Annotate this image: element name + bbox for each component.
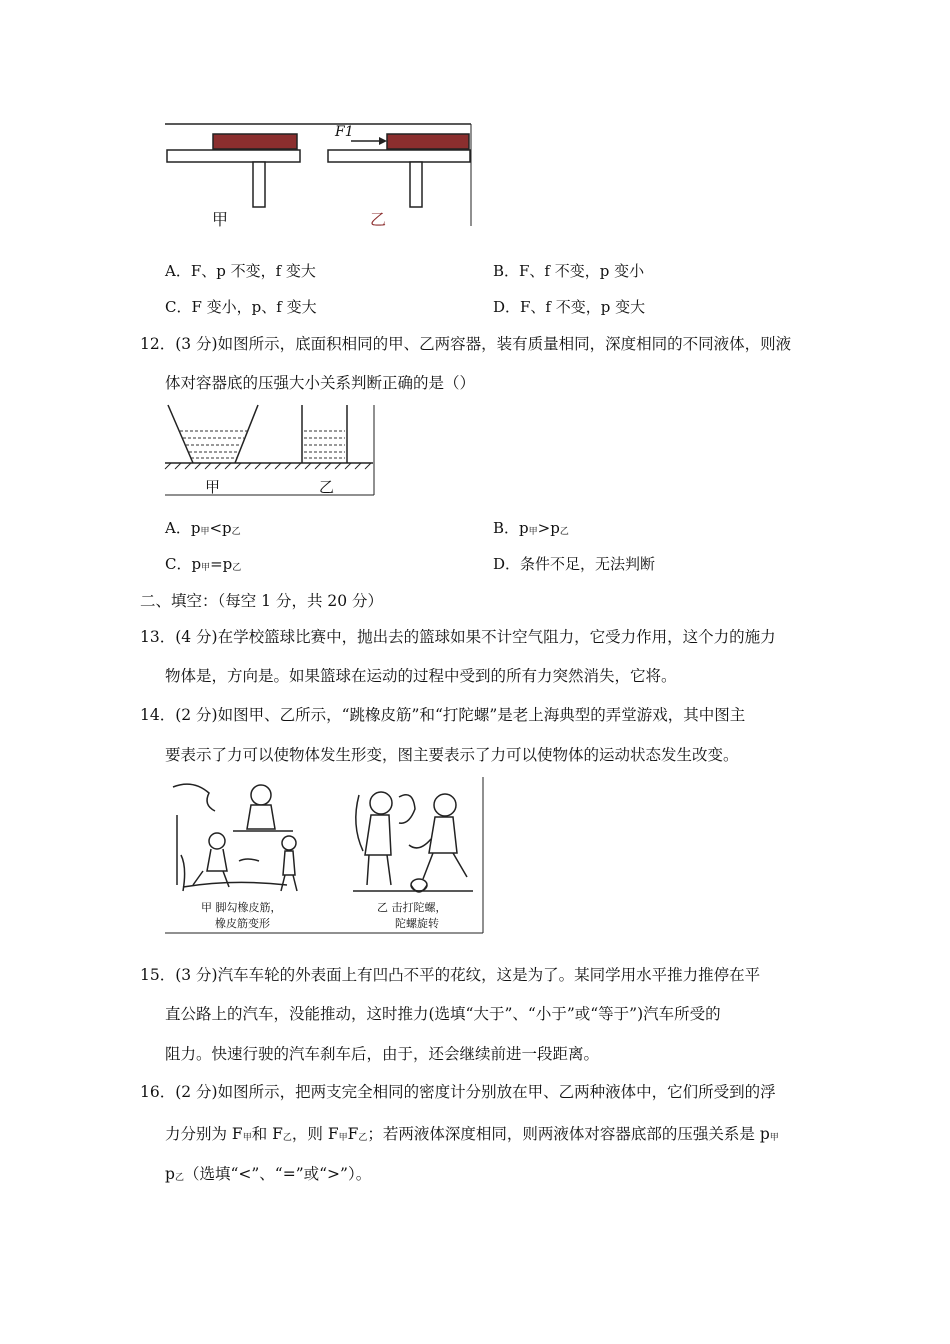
q16-l3-sub1: 乙 (174, 1173, 184, 1183)
q12-opt-c-text-1: C．p (165, 555, 202, 573)
q15-line-3: 阻力。快速行驶的汽车刹车后，由于，还会继续前进一段距离。 (165, 1045, 600, 1063)
q13-line-1: 13．(4 分)在学校篮球比赛中，抛出去的篮球如果不计空气阻力，它受力作用，这个力的施力 (140, 628, 776, 646)
fig11-force-arrowhead (379, 137, 387, 145)
q12-opt-c-sub-2: 乙 (232, 563, 242, 573)
figure-q12-containers (163, 403, 377, 498)
fig14-right-scene (353, 792, 473, 892)
q16-l2-b: 和 F (251, 1125, 283, 1143)
q12-opt-c-text-2: =p (210, 555, 233, 573)
q11-option-a: A．F、p 不变，f 变大 (165, 262, 316, 280)
fig11-left-tabletop (167, 150, 300, 162)
q16-line-2 (165, 1122, 779, 1144)
q12-opt-a-text-1: A．p (165, 519, 201, 537)
q16-l2-a: 力分别为 F (165, 1125, 243, 1143)
q16-l2-sub1: 甲 (242, 1133, 252, 1143)
fig11-left-leg (253, 162, 265, 207)
fig14-right-caption-1: 乙 击打陀螺， (377, 901, 447, 914)
q14-line-2: 要表示了力可以使物体发生形变，图主要表示了力可以使物体的运动状态发生改变。 (165, 746, 739, 764)
q12-option-d: D．条件不足，无法判断 (493, 555, 656, 573)
fig12-label-yi: 乙 (319, 478, 335, 496)
q16-line-3 (165, 1162, 371, 1184)
q11-option-d: D．F、f 不变，p 变大 (493, 298, 646, 316)
q12-opt-b-text-2: >p (537, 519, 560, 537)
q16-line-1: 16．(2 分)如图所示，把两支完全相同的密度计分别放在甲、乙两种液体中，它们所受到的浮 (140, 1083, 776, 1101)
fig14-left-caption-2: 橡皮筋变形 (215, 917, 270, 930)
q16-l3-b: （选填“<”、“=”或“>”）。 (183, 1165, 372, 1183)
fig14-left-caption-1: 甲 脚勾橡皮筋， (201, 901, 282, 914)
q12-opt-b-sub-2: 乙 (559, 527, 569, 537)
fig12-ground-hatch (165, 463, 371, 469)
q16-l3-a: p (165, 1165, 175, 1183)
q16-l2-sub3: 甲 (338, 1133, 348, 1143)
q12-line-1: 12．(3 分)如图所示，底面积相同的甲、乙两容器，装有质量相同，深度相同的不同液体，则液 (140, 335, 792, 353)
q13-line-2: 物体是，方向是。如果篮球在运动的过程中受到的所有力突然消失，它将。 (165, 667, 677, 685)
fig11-right-board (387, 134, 469, 149)
figure-q14-games (163, 775, 485, 935)
fig11-label-jia: 甲 (212, 210, 229, 229)
fig11-label-yi: 乙 (370, 210, 387, 229)
q12-option-c (165, 553, 241, 574)
fig11-right-leg (410, 162, 422, 207)
q12-line-2: 体对容器底的压强大小关系判断正确的是（） (165, 374, 476, 392)
q16-l2-d: F (347, 1125, 359, 1143)
q11-option-b: B．F、f 不变，p 变小 (493, 262, 645, 280)
fig12-jia-liquid (180, 431, 247, 458)
q15-line-2: 直公路上的汽车，没能推动，这时推力(选填“大于”、“小于”或“等于”)汽车所受的 (165, 1005, 721, 1023)
q16-l2-e: ；若两液体深度相同，则两液体对容器底部的压强关系是 p (367, 1125, 770, 1143)
fig12-label-jia: 甲 (205, 478, 221, 496)
fig12-yi-liquid (304, 431, 345, 458)
section-2-heading: 二、填空：（每空 1 分，共 20 分） (140, 592, 384, 610)
q12-opt-b-text-1: B．p (493, 519, 529, 537)
fig11-right-tabletop (328, 150, 470, 162)
q16-l2-sub2: 乙 (282, 1133, 292, 1143)
q12-opt-a-text-2: <p (209, 519, 232, 537)
q12-option-b (493, 517, 569, 538)
fig11-left-board (213, 134, 297, 149)
q12-opt-c-sub-1: 甲 (201, 563, 211, 573)
q16-l2-c: ，则 F (291, 1125, 339, 1143)
figure-q11-table-board (163, 120, 475, 232)
fig12-jia-right-wall (235, 405, 258, 463)
q14-line-1: 14．(2 分)如图甲、乙所示，“跳橡皮筋”和“打陀螺”是老上海典型的弄堂游戏，其中图主 (140, 706, 746, 724)
q12-opt-b-sub-1: 甲 (528, 527, 538, 537)
fig14-right-caption-2: 陀螺旋转 (395, 917, 439, 930)
q12-option-a (165, 517, 241, 538)
q16-l2-sub5: 甲 (769, 1133, 779, 1143)
q15-line-1: 15．(3 分)汽车车轮的外表面上有凹凸不平的花纹，这是为了。某同学用水平推力推停在平 (140, 966, 761, 984)
q12-opt-a-sub-2: 乙 (231, 527, 241, 537)
fig11-force-label (335, 124, 354, 140)
q11-option-c: C．F 变小，p、f 变大 (165, 298, 317, 316)
fig12-jia-left-wall (168, 405, 193, 463)
q12-opt-a-sub-1: 甲 (200, 527, 210, 537)
fig14-left-scene (173, 784, 297, 891)
q16-l2-sub4: 乙 (358, 1133, 368, 1143)
fig11-force-text: F1 (335, 124, 354, 140)
